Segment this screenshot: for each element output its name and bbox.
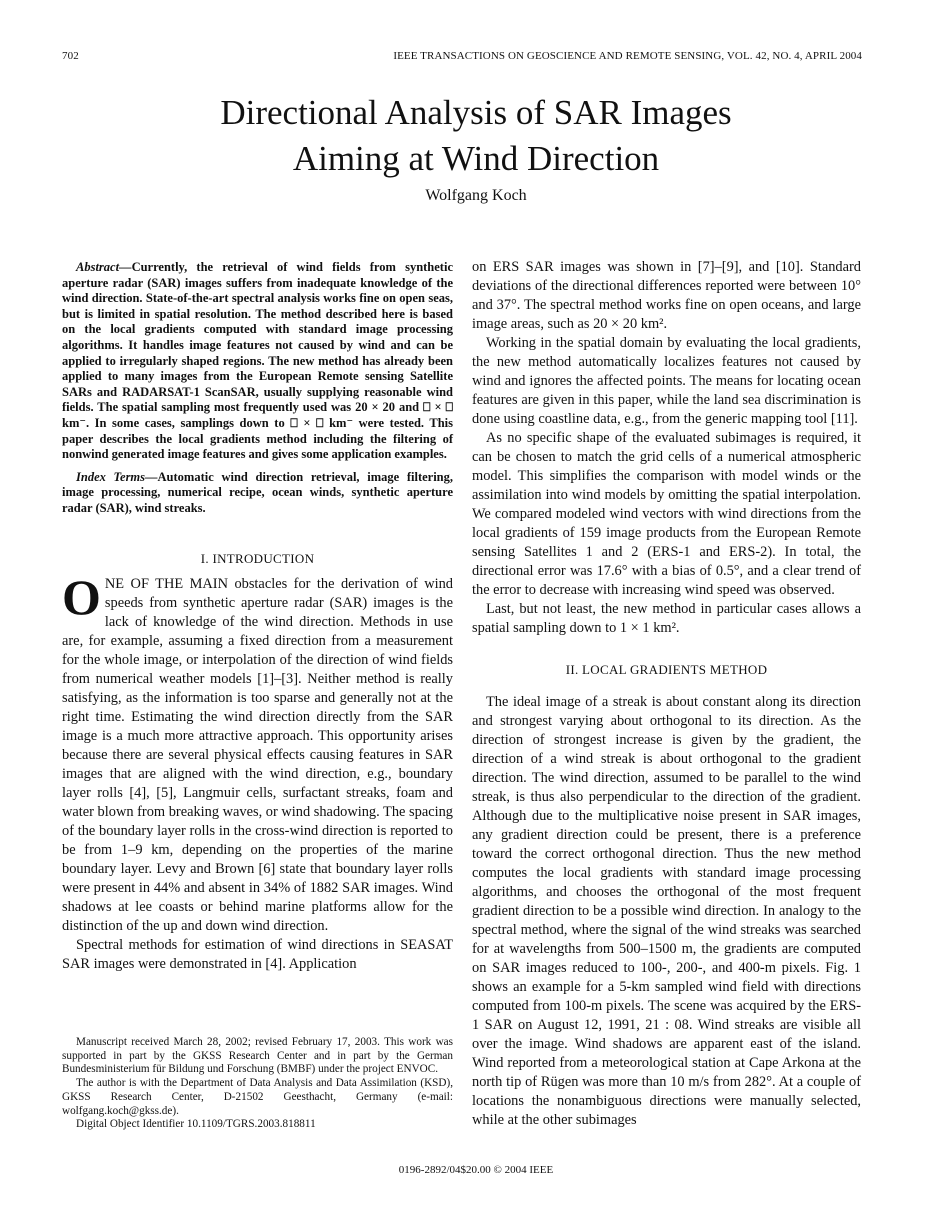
footnote-affiliation: The author is with the Department of Data Analysis and Data Assimilation (KSD), GKSS Research Center, D-21502 Geesthacht, Germany (e-mail: wolfgang.koch@gkss.de).	[62, 1077, 453, 1117]
title-line-2: Aiming at Wind Direction	[292, 139, 660, 178]
right-paragraph-1: on ERS SAR images was shown in [7]–[9], and [10]. Standard deviations of the directional differences reported were between 10° and 37°. The spectral method works fine on open oceans, and large image areas, such as 20 × 20 km².	[472, 259, 861, 332]
footnote-doi: Digital Object Identifier 10.1109/TGRS.2003.818811	[76, 1118, 316, 1131]
paper-title	[0, 90, 952, 182]
running-header: IEEE TRANSACTIONS ON GEOSCIENCE AND REMOTE SENSING, VOL. 42, NO. 4, APRIL 2004	[393, 50, 862, 62]
section-title-initial: I	[212, 550, 218, 566]
page-number: 702	[62, 50, 79, 62]
section2-number: II.	[565, 662, 583, 677]
abstract-label: Abstract—	[76, 260, 132, 274]
title-line-1: Directional Analysis of SAR Images	[220, 93, 732, 132]
intro-paragraph-2: Spectral methods for estimation of wind directions in SEASAT SAR images were demonstrated in [4]. Application	[62, 936, 453, 972]
author-name: Wolfgang Koch	[425, 187, 527, 204]
footnotes	[62, 1036, 453, 1132]
section-heading-introduction	[62, 549, 453, 568]
drop-cap: O	[62, 568, 101, 625]
index-terms-text: Automatic wind direction retrieval, image filtering, image processing, numerical recipe, ocean winds, synthetic aperture radar (SAR), wind streaks.	[62, 469, 454, 515]
index-terms-label: Index Terms—	[76, 469, 158, 484]
section-heading-local-gradients	[472, 660, 861, 679]
right-paragraph-5: The ideal image of a streak is about constant along its direction and strongest varying about orthogonal to its direction. As the direction of strongest increase is given by the gradient, the direction of a wind streak is about orthogonal to the gradient direction. The wind direction, assumed to be parallel to the wind streak, is thus also perpendicular to the direction of the gradient. Although due to the multiplicative noise present in SAR images, any gradient direction could be present, there is a preference toward the correct orthogonal direction. Thus the new method computes the local gradients with standard image processing algorithms, and chooses the orthogonal of the most frequent gradient direction to be a possible wind direction. In analogy to the spectral method, where the signal of the wind streaks was searched for at wavelengths from 500–1500 m, the gradients are computed on SAR images reduced to 100-, 200-, and 400-m pixels. Fig. 1 shows an example for a 5-km sampled wind field with directions computed from 100-m pixels. The scene was acquired by the ERS-1 SAR on August 12, 1991, 21 : 08. Wind streaks are visible all over the image. Wind shadows are apparent east of the island. Wind reported from a meteorological station at Cape Arkona at the north tip of Rügen was more than 10 m/s from 282°. At a couple of locations the nonambiguous directions were manually selected, while at the other subimages	[472, 694, 861, 1128]
left-column	[62, 260, 453, 974]
intro-lead: NE OF THE MAIN obstacles for the derivation of wind	[104, 575, 453, 592]
section2-initial-3: M	[709, 662, 722, 677]
abstract	[62, 260, 453, 463]
right-paragraph-2: Working in the spatial domain by evaluating the local gradients, the new method automatically localizes features not caused by wind and ignores the affected points. The means for locating ocean features are given in this paper, while the land sea discrimination is done using coastline data, e.g., from the generic mapping tool [11].	[472, 335, 861, 427]
right-column	[472, 258, 861, 1130]
section2-initial-2: G	[629, 662, 640, 677]
right-paragraph-3: As no specific shape of the evaluated subimages is required, it can be chosen to match the grid cells of a numerical atmospheric model. This simplifies the comparison with model winds or the assimilation into wind models by omitting the spatial interpolation. We compared modeled wind vectors with wind directions from the local gradients of 159 image products from the European Remote sensing Satellites 1 and 2 (ERS-1 and ERS-2). In total, the directional error was 17.6° with a bias of 0.5°, and a clear trend of the error to decrease with increasing wind speed was observed.	[472, 430, 861, 598]
section2-rest-1: OCAL	[590, 662, 630, 677]
right-paragraph-4: Last, but not least, the new method in particular cases allows a spatial sampling down to 1 × 1 km².	[472, 601, 861, 636]
section-number: I.	[200, 550, 213, 566]
section2-initial-1: L	[582, 662, 591, 677]
section2-rest-3: ETHOD	[721, 662, 768, 677]
section-title-rest: NTRODUCTION	[217, 550, 315, 566]
index-terms	[62, 470, 453, 517]
abstract-text: Currently, the retrieval of wind fields from synthetic aperture radar (SAR) images suffers from inadequate knowledge of the wind direction. State-of-the-art spectral analysis works fine on open seas, but is limited in spatial resolution. The method described here is based on the local gradients computed with standard image processing algorithms. It handles image features not caused by wind and can be applied to irregularly shaped regions. The new method has already been applied to many images from the European Remote sensing Satellite SARs and RADARSAT-1 ScanSAR, usually supplying reasonable wind fields. The spatial sampling most frequently used was 20 × 20 and ⎕ × ⎕ km⁻. In some cases, samplings down to ⎕ × ⎕ km⁻ were tested. This paper describes the local gradients method including the filtering of nonwind generated image features and gives some application examples.	[62, 260, 453, 462]
section2-rest-2: RADIENTS	[639, 662, 710, 677]
footnote-manuscript: Manuscript received March 28, 2002; revised February 17, 2003. This work was supported in part by the GKSS Research Center and in part by the German Bundesministerium für Bildung und Forschung (BMBF) under the project ENVOC.	[62, 1036, 453, 1076]
intro-paragraph-1	[62, 568, 453, 936]
copyright-footer: 0196-2892/04$20.00 © 2004 IEEE	[398, 1164, 554, 1176]
intro-body: speeds from synthetic aperture radar (SAR) images is the lack of knowledge of the wind direction. Methods in use are, for example, assuming a fixed direction from a measurement for the whole image, or interpolation of the direction of wind fields from numerical weather models [1]–[3]. Neither method is really satisfying, as the information is too sparse and generally not at the right time. Estimating the wind direction directly from the SAR image is a much more attractive approach. This opportunity arises because there are several physical effects causing features in SAR images that are aligned with the wind direction, e.g., boundary layer rolls [4], [5], Langmuir cells, surfactant streaks, foam and water blown from breaking waves, or wind shadowing. The spacing of the boundary layer rolls in the cross-wind direction is reported to be from 1–9 km, depending on the properties of the marine boundary layer. Levy and Brown [6] state that boundary layer rolls were present in 44% and absent in 34% of 1882 SAR images. Wind shadows at lee coasts or behind marine platforms allow for the distinction of the up and down wind direction.	[62, 594, 453, 934]
